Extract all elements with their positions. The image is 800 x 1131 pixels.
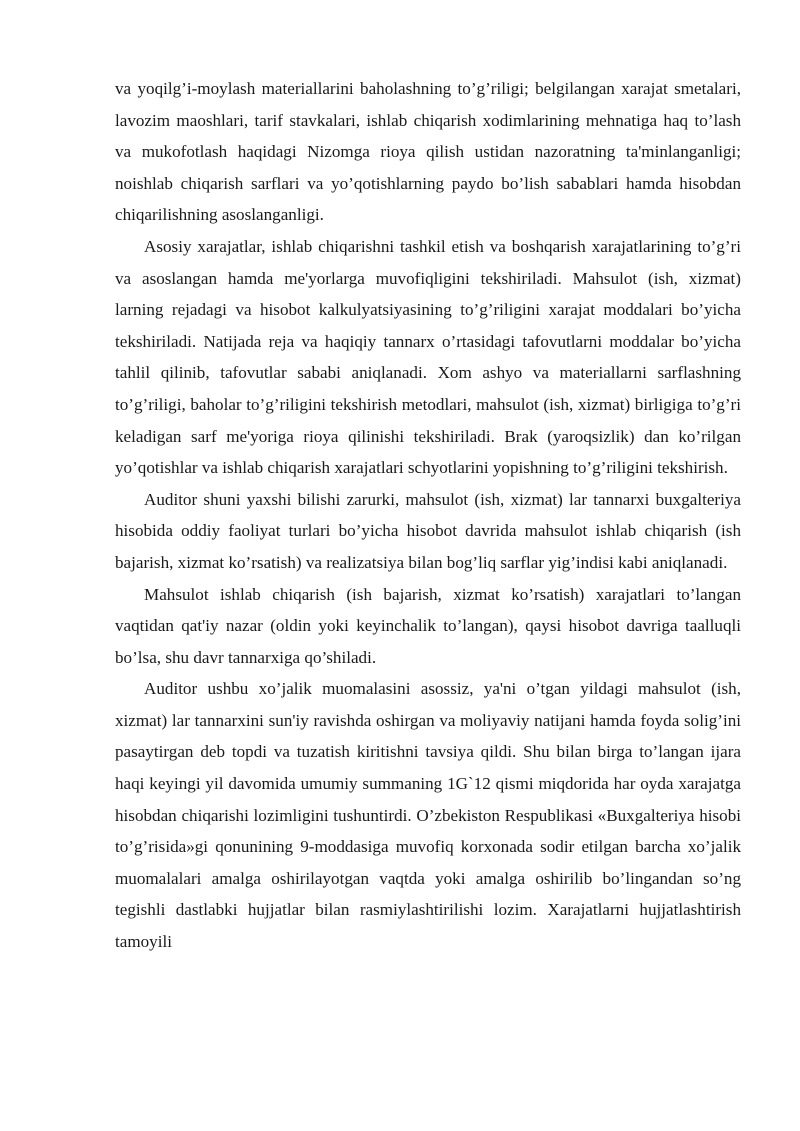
document-page xyxy=(115,73,741,958)
paragraph-auditor-recommendation: Auditor ushbu xo’jalik muomalasini asossiz, ya'ni o’tgan yildagi mahsulot (ish, xizmat) lar tannarxini sun'iy ravishda oshirgan va moliyaviy natijani hamda foyda solig’ini pasaytirgan deb topdi va tuzatish kiritishni tavsiya qildi. Shu bilan birga to’langan ijara haqi keyingi yil davomida umumiy summaning 1G`12 qismi miqdorida har oyda xarajatga hisobdan chiqarishi lozimligini tushuntirdi. O’zbekiston Respublikasi «Buxgalteriya hisobi to’g’risida»gi qonunining 9-moddasiga muvofiq korxonada sodir etilgan barcha xo’jalik muomalalari amalga oshirilayotgan vaqtda yoki amalga oshirilib bo’lingandan so’ng tegishli dastlabki hujjatlar bilan rasmiylashtirilishi lozim. Xarajatlarni hujjatlashtirish tamoyili xyxy=(115,679,741,952)
paragraph-auditor-cost: Auditor shuni yaxshi bilishi zarurki, mahsulot (ish, xizmat) lar tannarxi buxgalteriya hisobida oddiy faoliyat turlari bo’yicha hisobot davrida mahsulot ishlab chiqarish (ish bajarish, xizmat ko’rsatish) va realizatsiya bilan bog’liq sarflar yig’indisi kabi aniqlanadi. xyxy=(115,489,741,572)
paragraph-continuation: va yoqilg’i-moylash materiallarini baholashning to’g’riligi; belgilangan xarajat smetalari, lavozim maoshlari, tarif stavkalari, ishlab chiqarish xodimlarining mehnatiga haq to’lash va mukofotlash haqidagi Nizomga rioya qilish ustidan nazoratning ta'minlanganligi; noishlab chiqarish sarflari va yo’qotishlarning paydo bo’lish sabablari hamda hisobdan chiqarilishning asoslanganligi. xyxy=(115,79,741,225)
paragraph-production-costs: Mahsulot ishlab chiqarish (ish bajarish, xizmat ko’rsatish) xarajatlari to’langan vaqtidan qat'iy nazar (oldin yoki keyinchalik to’langan), qaysi hisobot davriga taalluqli bo’lsa, shu davr tannarxiga qo’shiladi. xyxy=(115,584,741,667)
paragraph-main-expenses: Asosiy xarajatlar, ishlab chiqarishni tashkil etish va boshqarish xarajatlarining to’g’ri va asoslangan hamda me'yorlarga muvofiqligini tekshiriladi. Mahsulot (ish, xizmat) larning rejadagi va hisobot kalkulyatsiyasining to’g’riligini xarajat moddalari bo’yicha tekshiriladi. Natijada reja va haqiqiy tannarx o’rtasidagi tafovutlarni moddalar bo’yicha tahlil qilinib, tafovutlar sababi aniqlanadi. Xom ashyo va materiallarni sarflashning to’g’riligi, baholar to’g’riligini tekshirish metodlari, mahsulot (ish, xizmat) birligiga to’g’ri keladigan sarf me'yoriga rioya qilinishi tekshiriladi. Brak (yaroqsizlik) dan ko’rilgan yo’qotishlar va ishlab chiqarish xarajatlari schyotlarini yopishning to’g’riligini tekshirish. xyxy=(115,236,741,478)
